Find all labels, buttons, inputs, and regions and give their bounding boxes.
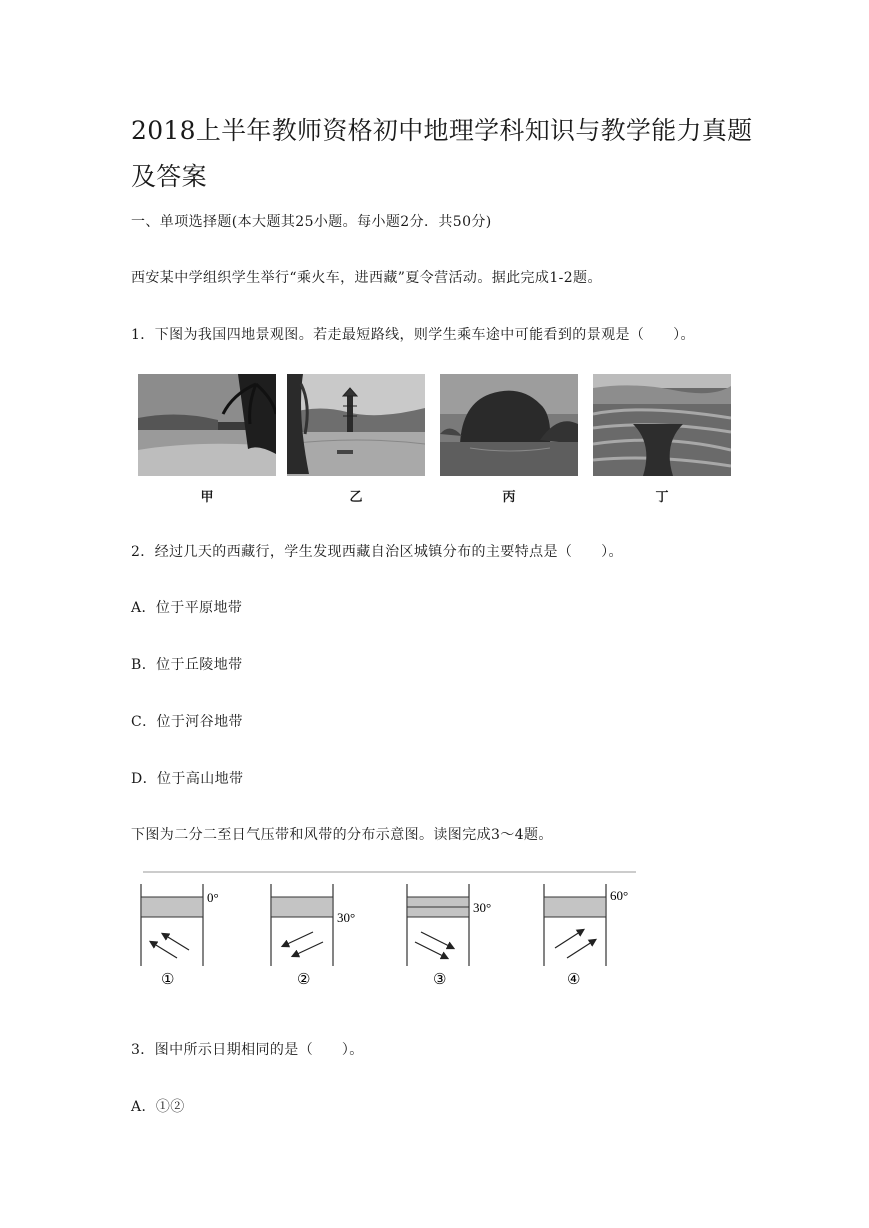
question-3: 3．图中所示日期相同的是（ ）。 xyxy=(131,1042,364,1058)
photo-bing-karst xyxy=(440,374,578,476)
q3-option-a: A．①② xyxy=(131,1099,185,1115)
belt-panel-1 xyxy=(141,884,219,988)
q2-option-b: B．位于丘陵地带 xyxy=(131,657,243,673)
panel-2-number: ② xyxy=(297,970,311,988)
panel-2-latitude: 30° xyxy=(337,910,356,925)
q2-option-d: D．位于高山地带 xyxy=(131,771,244,787)
caption-jia: 甲 xyxy=(200,490,214,505)
section-heading: 一、单项选择题(本大题其25小题。每小题2分．共50分) xyxy=(131,214,492,230)
panel-4-number: ④ xyxy=(567,970,581,988)
caption-yi: 乙 xyxy=(349,490,363,505)
q2-option-c: C．位于河谷地带 xyxy=(131,714,243,730)
caption-ding: 丁 xyxy=(655,490,669,505)
page-title: 2018上半年教师资格初中地理学科知识与教学能力真题及答案 xyxy=(131,116,753,191)
panel-1-number: ① xyxy=(161,970,175,988)
question-1: 1．下图为我国四地景观图。若走最短路线，则学生乘车途中可能看到的景观是（ ）。 xyxy=(131,327,695,343)
photo-yi-pagoda xyxy=(287,374,425,476)
panel-1-latitude: 0° xyxy=(207,890,219,905)
caption-bing: 丙 xyxy=(502,490,516,505)
panel-3-number: ③ xyxy=(433,970,447,988)
belt-panel-2 xyxy=(271,884,355,988)
photo-jia-beach xyxy=(138,374,276,476)
pressure-belt-diagram xyxy=(131,868,641,990)
question-2: 2．经过几天的西藏行，学生发现西藏自治区城镇分布的主要特点是（ ）。 xyxy=(131,544,623,560)
panel-3-latitude: 30° xyxy=(473,900,492,915)
belt-panel-3 xyxy=(407,884,491,988)
q2-option-a: A．位于平原地带 xyxy=(131,600,243,616)
intro-q1-2: 西安某中学组织学生举行“乘火车，进西藏”夏令营活动。据此完成1-2题。 xyxy=(131,270,602,286)
photo-ding-terraces xyxy=(593,374,731,476)
intro-q3-4: 下图为二分二至日气压带和风带的分布示意图。读图完成3～4题。 xyxy=(131,827,553,843)
panel-4-latitude: 60° xyxy=(610,888,629,903)
belt-panel-4 xyxy=(544,884,628,988)
